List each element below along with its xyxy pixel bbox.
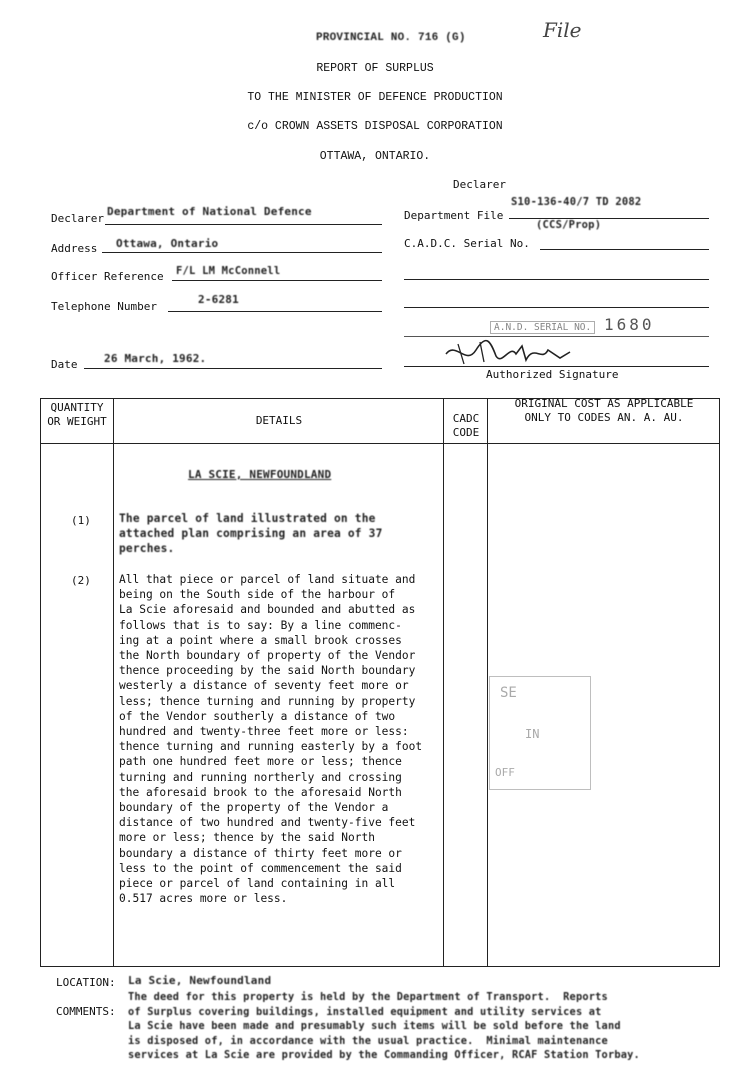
faded-stamp-text-2: IN — [525, 727, 540, 741]
care-of-line: c/o CROWN ASSETS DISPOSAL CORPORATION — [247, 120, 503, 133]
item-1-number: (1) — [71, 514, 91, 527]
item-2-description: All that piece or parcel of land situate and being on the South side of the harbour of La Scie aforesaid and bounded and abutted as follows that is to say: By a line commenc- ing at a point where a small brook crosses the North boundary of property of the Vendor thence proceeding by the said North boundary westerly a distance of seventy feet more or less; thence turning and running by property of the Vendor southerly a distance of two hundred and twenty-three feet more or less: thence turning and running easterly by a foot path one hundred feet more or less; thence turning and running northerly and crossing the aforesaid brook to the aforesaid North boundary of the property of the Vendor a distance of two hundred and twenty-five feet more or less; thence by the said North boundary a distance of thirty feet more or less to the point of commencement the said piece or parcel of land containing in all 0.517 acres more or less. — [119, 573, 423, 906]
column-header-original-cost: ORIGINAL COST AS APPLICABLE ONLY TO CODES AN. A. AU. — [514, 397, 694, 424]
department-file-value: S10-136-40/7 TD 2082 — [511, 196, 642, 208]
and-serial-stamp-number: 1680 — [604, 315, 655, 334]
authorized-signature-label: Authorized Signature — [486, 368, 619, 381]
item-2-number: (2) — [71, 574, 91, 587]
faded-stamp-text: SE — [500, 685, 517, 701]
telephone-value: 2-6281 — [198, 293, 239, 306]
faded-stamp-text-3: OFF — [495, 766, 515, 779]
column-header-quantity: QUANTITY OR WEIGHT — [47, 401, 107, 428]
telephone-label: Telephone Number — [51, 300, 157, 313]
officer-reference-value: F/L LM McConnell — [176, 265, 281, 277]
address-value: Ottawa, Ontario — [116, 237, 219, 250]
reference-number: PROVINCIAL NO. 716 (G) — [316, 32, 466, 44]
report-title: REPORT OF SURPLUS — [316, 62, 434, 75]
address-label: Address — [51, 242, 98, 255]
comments-label: COMMENTS: — [56, 1005, 116, 1018]
location-label: LOCATION: — [56, 976, 116, 989]
department-file-subvalue: (CCS/Prop) — [536, 219, 602, 231]
handwritten-note: File — [543, 18, 582, 42]
and-serial-stamp-label: A.N.D. SERIAL NO. — [490, 321, 595, 334]
officer-reference-label: Officer Reference — [51, 270, 164, 283]
column-header-cadc: CADC CODE — [452, 412, 480, 439]
location-value: La Scie, Newfoundland — [128, 974, 272, 987]
comments-text: The deed for this property is held by the Department of Transport. Reports of Surplus covering buildings, installed equipment and utility services at La Scie have been made and presumably such items will be sold before the land is disposed of, in accordance with the usual practice. Minimal maintenance services at La Scie are provided by the Commanding Officer, RCAF Station Torbay. — [128, 991, 640, 1062]
declarer-heading: Declarer — [453, 178, 506, 191]
cadc-serial-label: C.A.D.C. Serial No. — [404, 237, 530, 250]
department-file-label: Department File — [404, 209, 504, 222]
declarer-value: Department of National Defence — [107, 205, 312, 218]
declarer-label: Declarer — [51, 212, 104, 225]
location-heading: LA SCIE, NEWFOUNDLAND — [188, 468, 332, 481]
date-value: 26 March, 1962. — [104, 352, 207, 365]
item-1-description: The parcel of land illustrated on the attached plan comprising an area of 37 perches. — [119, 512, 383, 556]
city-line: OTTAWA, ONTARIO. — [319, 150, 431, 163]
date-label: Date — [51, 358, 78, 371]
column-header-details: DETAILS — [255, 414, 303, 427]
addressee-line: TO THE MINISTER OF DEFENCE PRODUCTION — [247, 91, 503, 104]
